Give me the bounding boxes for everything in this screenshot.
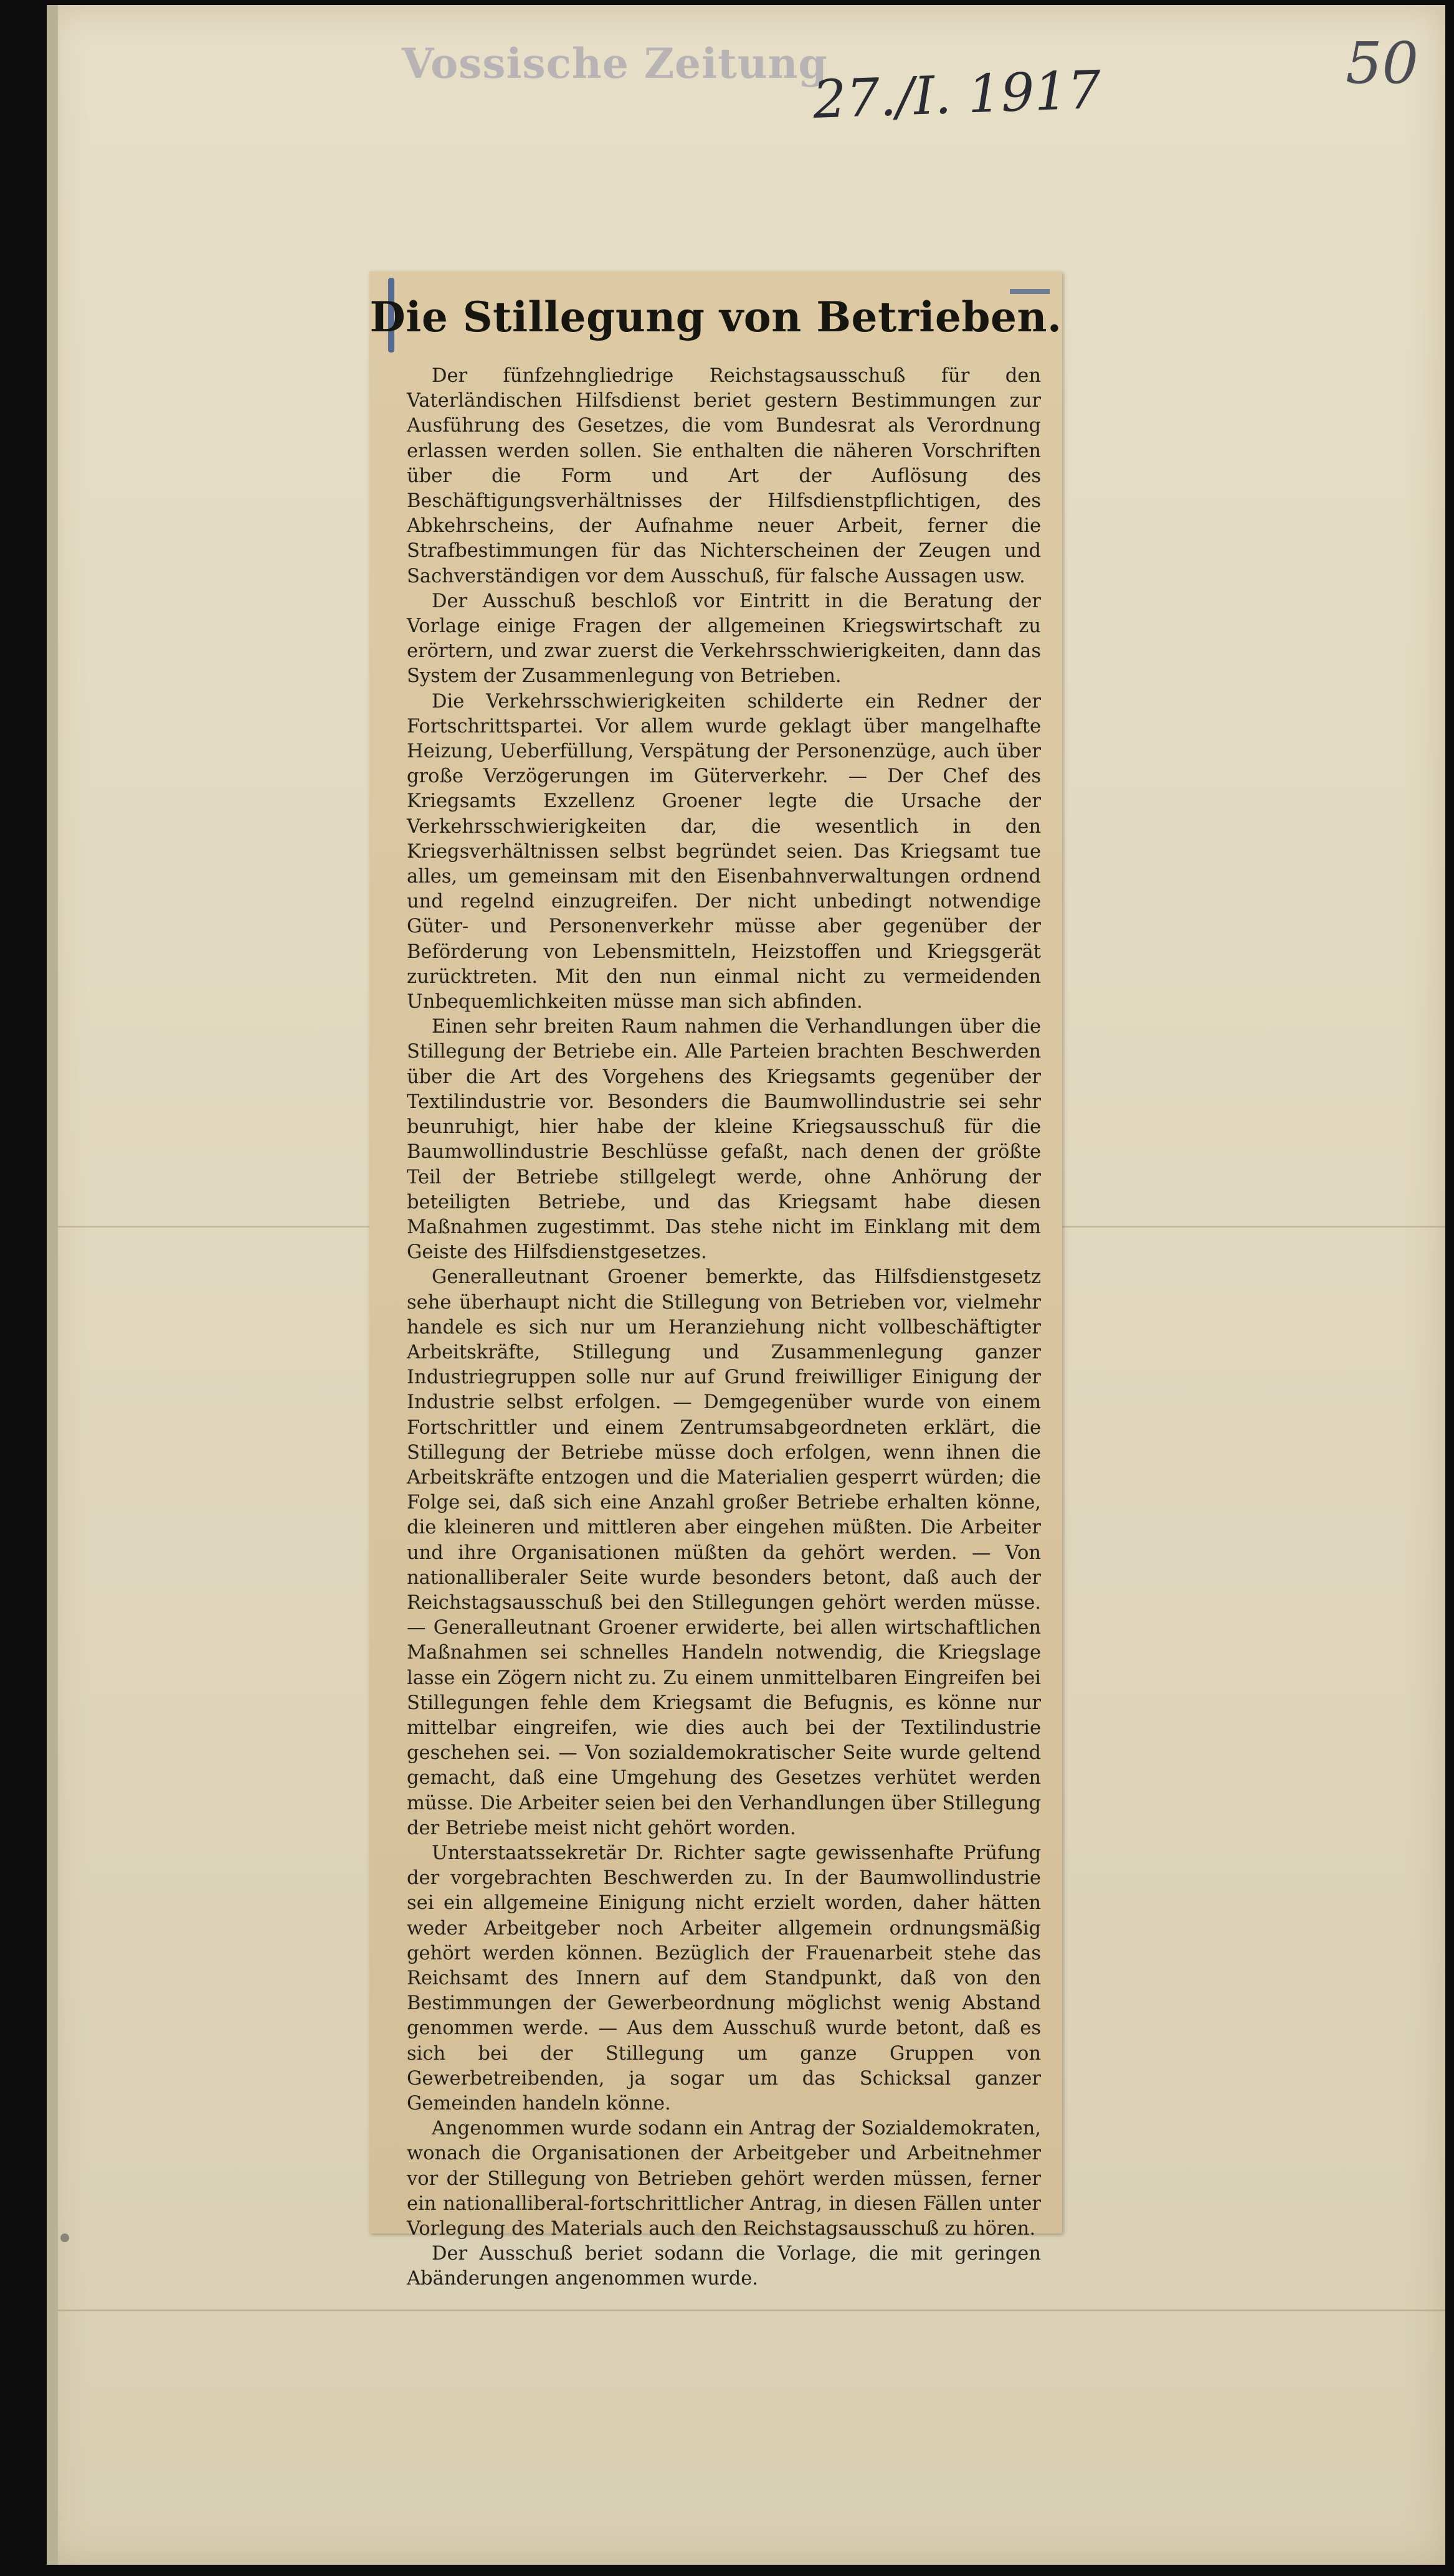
- article-body: [407, 364, 1041, 2292]
- article-paragraph: Der Ausschuß beschloß vor Eintritt in die Beratung der Vorlage einige Fragen der allgemeinen Kriegswirtschaft zu erörtern, und zwar zuerst die Verkehrsschwierigkeiten, dann das System der Zusammenlegung von Betrieben.: [407, 590, 1041, 688]
- fold-line: [58, 2309, 1445, 2311]
- page-number: 50: [1346, 30, 1419, 97]
- article-paragraph: Unterstaatssekretär Dr. Richter sagte gewissenhafte Prüfung der vorgebrachten Beschwerden zu. In der Baumwollindustrie sei ein allgemeine Einigung nicht erzielt worden, daher hätten weder Arbeitgeber noch Arbeiter allgemein ordnungsmäßig gehört werden können. Bezüglich der Frauenarbeit stehe das Reichsamt des Innern auf dem Standpunkt, daß von den Bestimmungen der Gewerbeordnung möglichst wenig Abstand genommen werde. — Aus dem Ausschuß wurde betont, daß es sich bei der Stillegung um ganze Gruppen von Gewerbetreibenden, ja sogar um das Schicksal ganzer Gemeinden handeln könne.: [407, 1842, 1041, 2115]
- punch-dot: [60, 2233, 69, 2242]
- archive-sheet: [47, 5, 1445, 2565]
- article-headline: Die Stillegung von Betrieben.: [369, 293, 1062, 341]
- article-paragraph: Angenommen wurde sodann ein Antrag der Sozialdemokraten, wonach die Organisationen der Arbeitgeber und Arbeitnehmer vor der Stillegung von Betrieben gehört werden müssen, ferner ein nationalliberal-fortschrittlicher Antrag, in diesen Fällen unter Vorlegung des Materials auch den Reichstagsausschuß zu hören.: [407, 2118, 1041, 2240]
- article-paragraph: Der fünfzehngliedrige Reichstagsausschuß für den Vaterländischen Hilfsdienst beriet gestern Bestimmungen zur Ausführung des Gesetzes, die vom Bundesrat als Verordnung erlassen werden sollen. Sie enthalten die näheren Vorschriften über die Form und Art der Auflösung des Beschäftigungsverhältnisses der Hilfsdienstpflichtigen, des Abkehrscheins, der Aufnahme neuer Arbeit, ferner die Strafbestimmungen für das Nichterscheinen der Zeugen und Sachverständigen vor dem Ausschuß, für falsche Aussagen usw.: [407, 365, 1041, 587]
- article-paragraph: Der Ausschuß beriet sodann die Vorlage, die mit geringen Abänderungen angenommen wurde.: [407, 2243, 1041, 2290]
- newspaper-clipping: [369, 272, 1062, 2290]
- sheet-edge: [47, 5, 58, 2565]
- article-paragraph: Einen sehr breiten Raum nahmen die Verhandlungen über die Stillegung der Betriebe ein. Alle Parteien brachten Beschwerden über die Art des Vorgehens des Kriegsamts gegenüber der Textilindustrie vor. Besonders die Baumwollindustrie sei sehr beunruhigt, hier habe der kleine Kriegsausschuß für die Baumwollindustrie Beschlüsse gefaßt, nach denen der größte Teil der Betriebe stillgelegt werde, ohne Anhörung der beteiligten Betriebe, und das Kriegsamt habe diesen Maßnahmen zugestimmt. Das stehe nicht im Einklang mit dem Geiste des Hilfsdienstgesetzes.: [407, 1016, 1041, 1264]
- article-paragraph: Die Verkehrsschwierigkeiten schilderte ein Redner der Fortschrittspartei. Vor allem wurde geklagt über mangelhafte Heizung, Ueberfüllung, Verspätung der Personenzüge, auch über große Verzögerungen im Güterverkehr. — Der Chef des Kriegsamts Exzellenz Groener legte die Ursache der Verkehrsschwierigkeiten dar, die wesentlich in den Kriegsverhältnissen selbst begründet seien. Das Kriegsamt tue alles, um gemeinsam mit den Eisenbahnverwaltungen ordnend und regelnd einzugreifen. Der nicht unbedingt notwendige Güter- und Personenverkehr müsse aber gegenüber der Beförderung von Lebensmitteln, Heizstoffen und Kriegsgerät zurücktreten. Mit den nun einmal nicht zu vermeidenden Unbequemlichkeiten müsse man sich abfinden.: [407, 690, 1041, 1013]
- article-paragraph: Generalleutnant Groener bemerkte, das Hilfsdienstgesetz sehe überhaupt nicht die Stillegung von Betrieben vor, vielmehr handele es sich nur um Heranziehung nicht vollbeschäftigter Arbeitskräfte, Stillegung und Zusammenlegung ganzer Industriegruppen solle nur auf Grund freiwilliger Einigung der Industrie selbst erfolgen. — Demgegenüber wurde von einem Fortschrittler und einem Zentrumsabgeordneten erklärt, die Stillegung der Betriebe müsse doch erfolgen, wenn ihnen die Arbeitskräfte entzogen und die Materialien gesperrt würden; die Folge sei, daß sich eine Anzahl großer Betriebe erhalten könne, die kleineren und mittleren aber eingehen müßten. Die Arbeiter und ihre Organisationen müßten da gehört werden. — Von nationalliberaler Seite wurde besonders betont, daß auch der Reichstagsausschuß bei den Stillegungen gehört werden müsse. — Generalleutnant Groener erwiderte, bei allen wirtschaftlichen Maßnahmen sei schnelles Handeln notwendig, die Kriegslage lasse ein Zögern nicht zu. Zu einem unmittelbaren Eingreifen bei Stillegungen fehle dem Kriegsamt die Befugnis, es könne nur mittelbar eingreifen, wie dies auch bei der Textilindustrie geschehen sei. — Von sozialdemokratischer Seite wurde geltend gemacht, daß eine Umgehung des Gesetzes verhütet werden müsse. Die Arbeiter seien bei den Verhandlungen über Stillegung der Betriebe meist nicht gehört worden.: [407, 1266, 1041, 1839]
- handwritten-date: 27./I. 1917: [812, 59, 1102, 131]
- source-stamp: Vossische Zeitung: [402, 39, 828, 88]
